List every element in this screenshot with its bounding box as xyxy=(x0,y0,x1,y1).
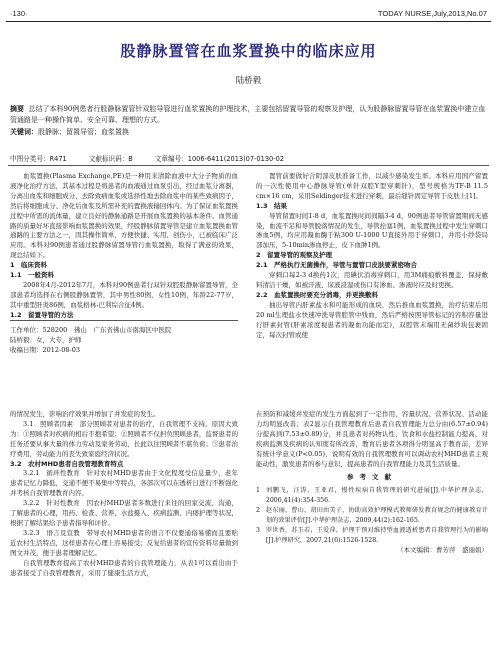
column-1-top xyxy=(10,172,238,321)
targeted-education-paragraph: 3.2.2 针对性教育 因农村MHD患者多数进行来往的回家交流、沟通，了解患者的心理，用药、检查、营养、水盐摄入、疾病监测、内瘘护理等状况，根据了解结果给予患者指导和评价。 xyxy=(10,499,238,527)
page-number: ·130· xyxy=(10,8,28,18)
author-info-rule xyxy=(10,320,238,321)
cyclic-education-paragraph: 3.2.1 循环性教育 针对农村MHD患者由于文化程度受信息量少，老年患者记忆力降低，交通不便不易集中等特点，各部次可以在透析日进行不断强化并考核自我管理教育内容。 xyxy=(10,469,238,498)
summary-paragraph: 自我管理教育提高了农村MHD患者的自我管理能力，从表1可以看出由于患者接受了自我管理教育，采用了健康生活方式， xyxy=(10,558,238,577)
keywords-text: 股静脉；留置导管；血浆置换 xyxy=(38,127,129,136)
clc-number: 中图分类号：R471 xyxy=(10,155,67,163)
intro-paragraph: 血浆置换(Plasma Exchange,PE)是一种用来清除血液中大分子物质的血液净化治疗方法，其基本过程是将患者的血液通过血泵引出，经过血浆分离器，分离出血浆和细胞成分，去除致病血浆或选择性地去除血浆中的某些致病因子，然后将细胞成分、净化后血浆及所需补充的置换液输回体内。为了保证血浆置换过程中所需的流体量，建立良好的静脉通路是开展血浆置换的基本条件。血管通路的质量好坏直接影响血浆置换的效果，经股静脉留置导管是建立血浆置换血管通路的主要方法之一，因其操作简单、方便快捷、实用、创伤小，已被临床广泛应用。本科对90例患者通过股静脉留置导管行血浆置换，取得了满意的效果，现总结如下。 xyxy=(10,172,238,260)
conclusion-paragraph: 在预防和减缓并发症的发生方面起到了一定作用，容量状况、营养状况、活动能力均明显改善；表2显示自我管理教育后患者自我管理能力总分由(6.57±0.94)分提高到(7.53±0.89)分，并且患者对药物认性、饮食和水盐控制能力提高，对疾病监测及疾病的认知度有所改善，教育后患者各项得分明显高于教育前，差异有统计学意义(P<0.05)，说明有效的自我管理教育可以调动农村MHD患者主观能动性，激发患者的参与意识，提高患者的自我管理能力及其生活质量。 xyxy=(256,410,488,468)
work-unit: 工作单位：528200 佛山 广东省佛山市南海区中医院 xyxy=(10,326,172,334)
article-title: 股静脉置管在血浆置换中的临床应用 xyxy=(120,42,377,60)
article-number: 文章编号：1006-6411(2013)07-0130-02 xyxy=(154,155,284,163)
running-header xyxy=(10,6,487,20)
keywords-label: 关键词： xyxy=(10,127,38,136)
reference-text: 赵东丽，曹山，胡田由美子，协助高效护理模式教师研发教育规念的健康教育计划的效果评价[J].中华护理杂志，2009,44(2):162-165. xyxy=(265,507,488,525)
column-2-bottom xyxy=(256,410,488,556)
section-heading-2-2: 2.2 血浆置换时要充分消毒，并更换敷料 xyxy=(256,290,379,299)
author-bio: 陆桥毅：女，大专，护师 xyxy=(10,335,82,344)
abstract xyxy=(10,104,486,138)
received-date: 收稿日期：2012-08-03 xyxy=(10,345,80,354)
section-heading-1-1: 1.1 一般资料 xyxy=(10,271,55,280)
reference-item: 3 罗世香，苏玉若，王爱萍，护理干预对维持型血液透析患者自我管理行为的影响[J].护理研究，2007,21(6):1526-1528. xyxy=(256,526,488,544)
abstract-text: 总结了本科90例患者行股静脉置管针双腔导管进行血浆置换的护理技术，主要包括留置导管的观察及护理，认为股静脉留置导管在血浆置换中建立血管通路是一种操作简单、安全可靠、理想的方式。 xyxy=(10,105,486,125)
sealing-paragraph: 抽出导管内肝素盐水和可能形成的血块，然后推血血浆置换，治疗结束后用20 ml生理盐水快速冲洗导管腔管中残血，然后严格按照导管标记的容积容量进行肝素封管(肝素浓度视患者的凝血功能而定)，双腔管末端用无菌纱块包裹固定，每次封管或使 xyxy=(256,300,488,339)
language-education-paragraph: 3.2.3 语言及宣教 带导农村MHD患者的语言不仅要通俗易懂而且要贴近农村生活特点，这样患者在心理上容易接受；反复给患者的宣传资料尽量做到图文并茂，便于患者理解记忆。 xyxy=(10,528,238,557)
continued-paragraph: 的情况发生，影响治疗效果并增加了并发症的发生。 xyxy=(10,410,160,418)
reference-item: 1 刘鹏飞，汪涛，王亚君，慢性疾病自我管理的研究进展[J].中华护理杂志，2006,41(4):354-356. xyxy=(256,487,488,505)
references-heading: 参考文献 xyxy=(347,473,397,482)
editor-note: （本文编辑：曹芳萍 盛丽娟） xyxy=(397,545,488,554)
results-paragraph: 导管留置时间1-8 d，血浆置换时间间隔3-4 d，90例患者导管留置期间无感染，血流不足和导管脱落情况的发生，导管拴塞1例，血浆置换过程中发生穿刺口渗血5例，均应用凝血酶于粘300 U-1000 U直接外用于穿刺口，并用小纱袋局部加压，5-10min渗血停止，皮下血肿1例。 xyxy=(256,211,488,250)
section-heading-1-3: 1.3 结果 xyxy=(256,201,288,210)
section-heading-2-1: 2.1 严格执行无菌操作，导管与置管口皮肤要紧密吻合 xyxy=(256,261,418,270)
caregiver-factor-paragraph: 3.1 照顾者因素 部分照顾者对患者的治疗，自我管理不支持。原因大致为：①照顾者对疾病的相后不抱希望；②照顾者不仅担负照顾患者，监督患者的任务还要从事大量的体力劳动及家务劳动，长此以往照顾者不堪负荷；③患者治疗费用，劳动能力的丧失致家庭经济状况。 xyxy=(10,419,238,458)
author-info xyxy=(10,326,238,356)
section-heading-1-2: 1.2 留置导管的方法 xyxy=(10,310,74,319)
general-data-paragraph: 2008年4月-2012年7月，本科对90例患者行双针双腔股静脉留置导管，全部患者均选择在右侧股静脉置管，其中男性80例，女性10例，年龄22-77岁，其中重型肝炎86例，血浆格林-巴利综合征4例。 xyxy=(10,280,238,309)
reference-item: 2 赵东丽，曹山，胡田由美子，协助高效护理模式教师研发教育规念的健康教育计划的效果评价[J].中华护理杂志，2009,44(2):162-165. xyxy=(256,507,488,525)
header-rule xyxy=(6,21,491,22)
section-heading-1: 1 临床资料 xyxy=(10,261,48,270)
section-heading-3-2: 3.2 农村MHD患者自我管理教育特点 xyxy=(10,459,124,468)
classification-meta xyxy=(10,153,486,163)
reference-text: 刘鹏飞，汪涛，王亚君，慢性疾病自我管理的研究进展[J].中华护理杂志，2006,41(4):354-356. xyxy=(265,487,488,505)
column-2-top xyxy=(256,172,488,340)
column-1-bottom xyxy=(10,410,238,578)
meta-rule xyxy=(8,165,489,166)
journal-citation: TODAY NURSE,July,2013,No.07 xyxy=(377,8,487,18)
section-heading-2: 2 留置导管的观察及护理 xyxy=(256,251,333,260)
article-author: 陆桥毅 xyxy=(235,76,262,86)
abstract-label: 摘要 xyxy=(10,105,24,113)
document-code: 文献标识码：B xyxy=(88,155,133,163)
catheter-method-paragraph: 置管前要做好合阴部皮肤准备工作，以减少感染发生率。本科应用国产留置的一次性使用中心静脉导管(单针双腔Y型穿刺针)，型号规格为TF-B 11.5 cm×16 cm，采用Seldinger技术进行穿刺，最后缝针固定导管于皮肤上[1]。 xyxy=(256,172,488,200)
dressing-paragraph: 穿刺口每2-3 d换药1次，用碘伏消毒穿刺口，用3M痛痕敷料覆盖，保持敷料清洁干燥，如被汗液、尿液浸湿或伤口有渗血、渗液时应及时更换。 xyxy=(256,271,488,289)
reference-text: 罗世香，苏玉若，王爱萍，护理干预对维持型血液透析患者自我管理行为的影响[J].护理研究，2007,21(6):1526-1528. xyxy=(265,526,488,544)
